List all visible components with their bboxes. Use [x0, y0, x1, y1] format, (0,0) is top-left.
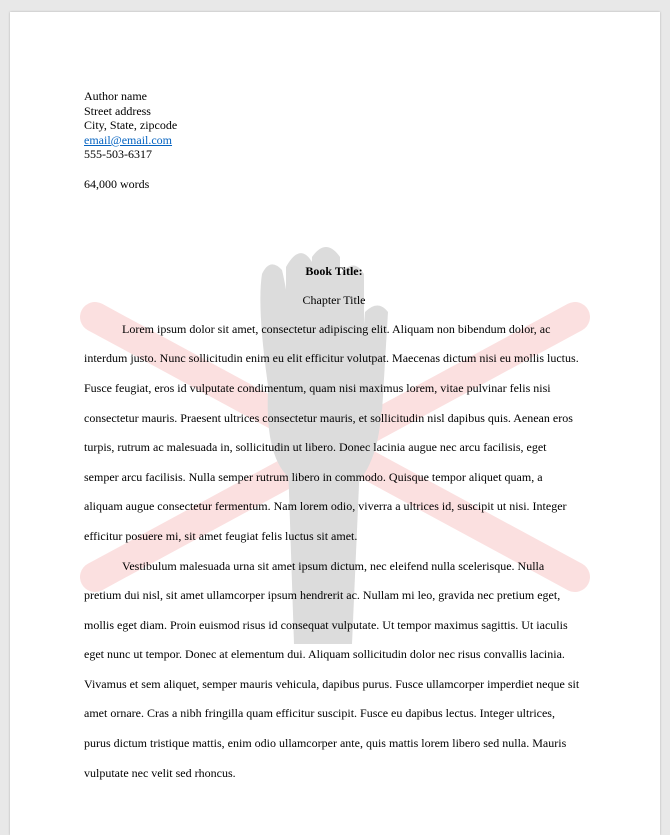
author-header — [84, 89, 584, 162]
chapter-title: Chapter Title — [302, 293, 366, 308]
document-content — [84, 89, 584, 788]
street-address: Street address — [84, 103, 151, 118]
word-count: 64,000 words — [84, 176, 150, 191]
document-page — [10, 12, 660, 835]
author-name: Author name — [84, 89, 147, 103]
phone-number: 555-503-6317 — [84, 147, 152, 162]
body-paragraph: Lorem ipsum dolor sit amet, consectetur adipiscing elit. Aliquam non bibendum dolor, ac interdum justo. Nunc sollicitudin enim eu elit efficitur volutpat. Maecenas dictum nisi eu mollis luctus. Fusce feugiat, eros id vulputate condimentum, quam nisi maximus lorem, vitae pulvinar felis nisi consectetur mauris. Praesent ultrices consectetur mauris, et sollicitudin nisl dapibus quis. Aenean eros turpis, rutrum ac malesuada in, sollicitudin ut libero. Donec lacinia augue nec arcu facilisis, eget semper arcu facilisis. Nulla semper rutrum libero in commodo. Quisque tempor aliquet quam, a aliquam augue consectetur fermentum. Nam lorem odio, viverra a ultrices id, suscipit ut nisi. Integer efficitur posuere mi, sit amet feugiat felis luctus sit amet. — [84, 321, 579, 543]
body-paragraph: Vestibulum malesuada urna sit amet ipsum dictum, nec eleifend nulla scelerisque. Nulla pretium dui nisl, sit amet ullamcorper ipsum hendrerit ac. Nullam mi leo, gravida nec pretium eget, mollis eget diam. Proin euismod risus id consequat vulputate. Ut tempor maximus sagittis. Ut iaculis eget nunc ut tempor. Donec at elementum dui. Aliquam sollicitudin dolor nec risus convallis lacinia. Vivamus et sem aliquet, semper mauris vehicula, dapibus purus. Fusce ullamcorper imperdiet neque sit amet ornare. Cras a nibh fringilla quam efficitur suscipit. Fusce eu dapibus lectus. Integer ultrices, purus dictum tristique mattis, enim odio ullamcorper ante, quis mattis lorem libero sed nulla. Mauris vulputate nec velit sed rhoncus. — [84, 558, 580, 780]
email-link[interactable]: email@email.com — [84, 132, 173, 147]
book-title: Book Title: — [305, 263, 363, 278]
city-state-zip: City, State, zipcode — [84, 118, 178, 133]
